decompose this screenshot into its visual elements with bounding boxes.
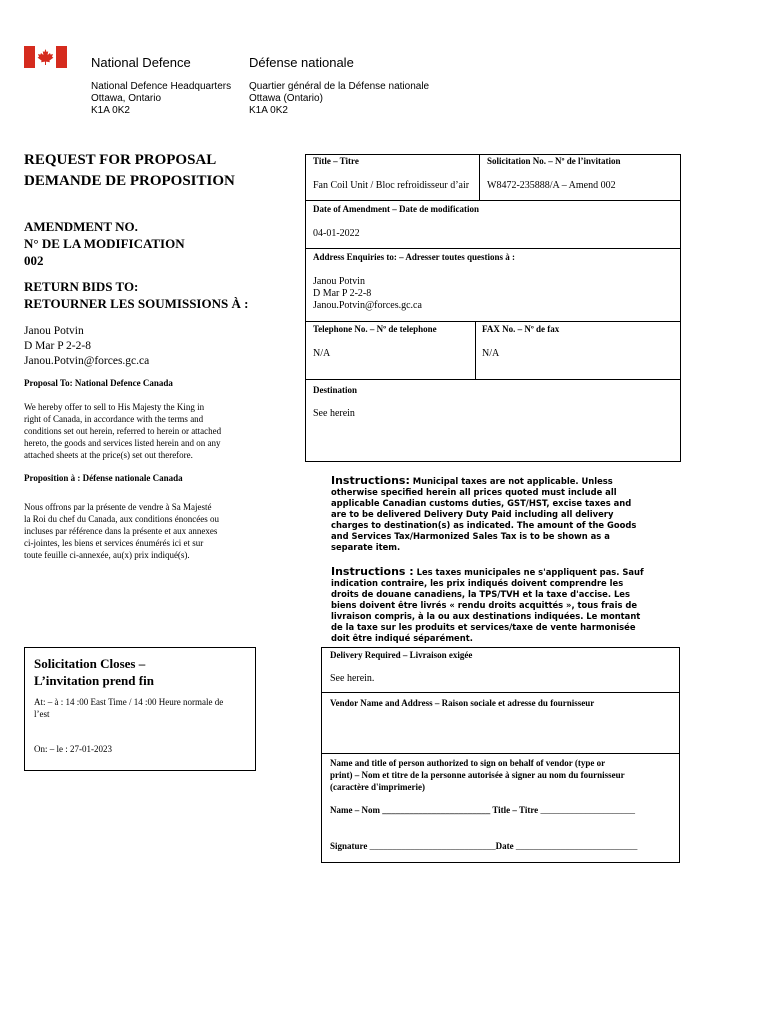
signature-label: Signature [330, 841, 368, 851]
delivery-required-label: Delivery Required – Livraison exigée [330, 650, 473, 660]
date-field[interactable]: ___________________________ [515, 841, 638, 851]
destination-label: Destination [313, 385, 358, 395]
canada-flag-logo [24, 46, 67, 68]
name-title-line [330, 805, 635, 815]
title-label: Title – Titre [313, 156, 359, 166]
address-enquiries-label: Address Enquiries to: – Adresser toutes questions à : [313, 252, 516, 262]
title-field[interactable]: _____________________ [540, 805, 635, 815]
closing-date: On: – le : 27-01-2023 [34, 744, 112, 754]
telephone-value: N/A [313, 348, 331, 359]
proposal-to-en: Proposal To: National Defence Canada [24, 378, 173, 388]
title-value: Fan Coil Unit / Bloc refroidisseur d’air [313, 180, 470, 191]
document-title: REQUEST FOR PROPOSAL DEMANDE DE PROPOSITION [24, 152, 235, 189]
telephone-label: Telephone No. – Nº de telephone [313, 324, 437, 334]
signature-date-line [330, 841, 637, 851]
fax-label: FAX No. – Nº de fax [482, 324, 560, 334]
name-label: Name – Nom [330, 805, 380, 815]
return-bids-label: RETURN BIDS TO: RETOURNER LES SOUMISSIONS À : [24, 279, 249, 311]
solicitation-no-label: Solicitation No. – Nº de l’invitation [487, 156, 621, 166]
dept-name-fr: Défense nationale [249, 55, 354, 70]
date-of-amendment-label: Date of Amendment – Date de modification [313, 204, 479, 214]
enquiries-contact: Janou Potvin D Mar P 2-2-8 Janou.Potvin@forces.gc.ca [313, 276, 422, 311]
amendment-number: 002 [24, 253, 44, 268]
fax-value: N/A [482, 348, 500, 359]
date-label: Date [495, 841, 514, 851]
vendor-box [321, 647, 680, 863]
date-of-amendment-value: 04-01-2022 [313, 228, 360, 239]
hq-address-fr: Quartier général de la Défense nationale Ottawa (Ontario) K1A 0K2 [249, 81, 430, 116]
title-field-label: Title – Titre [492, 805, 539, 815]
instructions-fr: Instructions : Les taxes municipales ne s'appliquent pas. Sauf indication contraire, les prix indiqués doivent comprendre les droits de douane canadiens, la TPS/TVH et la taxe d'accise. Les biens doivent être livrés « rendu droits acquittés », tous frais de livraison compris, à la ou aux destinations indiquées. Le montant de la taxe sur les produits et services/taxe de vente harmonisée doit être indiqué séparément. [331, 565, 644, 643]
proposal-to-fr: Proposition à : Défense nationale Canada [24, 473, 183, 483]
hq-address-en: National Defence Headquarters Ottawa, Ontario K1A 0K2 [91, 81, 232, 116]
closing-time: At: – à : 14 :00 East Time / 14 :00 Heure normale de l’est [34, 697, 224, 719]
instructions-en: Instructions: Municipal taxes are not applicable. Unless otherwise specified herein all prices quoted must include all applicable Canadian customs duties, GST/HST, excise taxes and are to be delivered Delivery Duty Paid including all delivery charges to destination(s) as indicated. The amount of the Goods and Services Tax/Harmonized Sales Tax is to be shown as a separate item. [331, 474, 637, 552]
authorized-person-label: Name and title of person authorized to sign on behalf of vendor (type or print) – Nom et titre de la personne autorisée à signer au nom du fournisseur (caractère d'imprimerie) [330, 758, 625, 792]
delivery-required-value: See herein. [330, 673, 375, 684]
solicitation-closes-title: Solicitation Closes – L’invitation prend fin [34, 656, 154, 688]
signature-field[interactable]: ____________________________ [369, 841, 496, 851]
name-field[interactable]: ________________________ [382, 805, 491, 815]
return-address: Janou Potvin D Mar P 2-2-8 Janou.Potvin@forces.gc.ca [24, 325, 150, 367]
offer-text-en: We hereby offer to sell to His Majesty the King in right of Canada, in accordance with the terms and conditions set out herein, referred to herein or attached hereto, the goods and services listed herein and on any attached sheets at the price(s) set out therefore. [24, 402, 222, 460]
dept-name-en: National Defence [91, 55, 191, 70]
solicitation-no-value: W8472-235888/A – Amend 002 [487, 180, 616, 191]
solicitation-closes-box [24, 647, 256, 771]
offer-text-fr: Nous offrons par la présente de vendre à Sa Majesté la Roi du chef du Canada, aux conditions énoncées ou incluses par référence dans la présente et aux annexes ci-jointes, les biens et services énumérés ici et sur toute feuille ci-annexée, au(x) prix indiqué(s). [24, 502, 219, 560]
destination-value: See herein [313, 408, 355, 419]
amendment-block: AMENDMENT NO. N° DE LA MODIFICATION 002 [24, 219, 185, 268]
vendor-name-address-label: Vendor Name and Address – Raison sociale et adresse du fournisseur [330, 698, 595, 708]
